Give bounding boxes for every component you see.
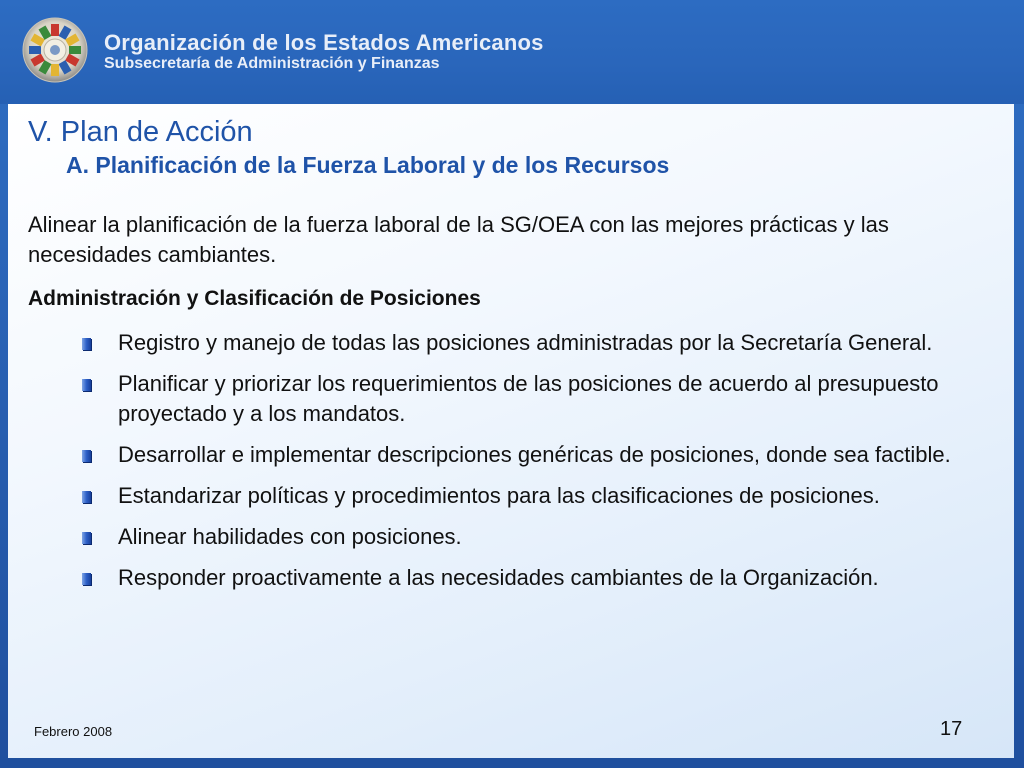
slide-title: V. Plan de Acción	[28, 116, 253, 148]
bullet-item	[8, 522, 998, 552]
bullet-text: Registro y manejo de todas las posiciones administradas por la Secretaría General.	[118, 330, 933, 355]
page-number: 17	[940, 718, 963, 740]
bullet-item	[8, 369, 998, 429]
slide-subtitle: A. Planificación de la Fuerza Laboral y de los Recursos	[66, 152, 670, 178]
bullet-text: Estandarizar políticas y procedimientos para las clasificaciones de posiciones.	[118, 483, 880, 508]
intro-paragraph: Alinear la planificación de la fuerza laboral de la SG/OEA con las mejores prácticas y las necesidades cambiantes.	[28, 212, 889, 267]
bullet-square-icon	[82, 379, 91, 391]
footer-date: Febrero 2008	[34, 724, 113, 739]
bullet-square-icon	[82, 338, 91, 350]
bullet-text: Desarrollar e implementar descripciones genéricas de posiciones, donde sea factible.	[118, 442, 951, 467]
bullet-square-icon	[82, 491, 91, 503]
bullet-item	[8, 440, 998, 470]
bullet-text: Responder proactivamente a las necesidades cambiantes de la Organización.	[118, 565, 879, 590]
slide-header	[0, 0, 1024, 104]
bullet-square-icon	[82, 532, 91, 544]
bullet-item	[8, 328, 998, 358]
organization-name: Organización de los Estados Americanos	[104, 30, 544, 55]
bullet-text: Alinear habilidades con posiciones.	[118, 524, 462, 549]
section-heading: Administración y Clasificación de Posiciones	[28, 287, 481, 310]
oas-logo-icon	[22, 17, 88, 83]
bullet-item	[8, 563, 998, 593]
bullet-square-icon	[82, 450, 91, 462]
bullet-list	[8, 328, 1014, 604]
bullet-square-icon	[82, 573, 91, 585]
bullet-item	[8, 481, 998, 511]
slide-content	[8, 104, 1014, 758]
organization-subtitle: Subsecretaría de Administración y Finanzas	[104, 55, 440, 72]
bullet-text: Planificar y priorizar los requerimientos de las posiciones de acuerdo al presupuesto proyectado y a los mandatos.	[118, 371, 939, 426]
